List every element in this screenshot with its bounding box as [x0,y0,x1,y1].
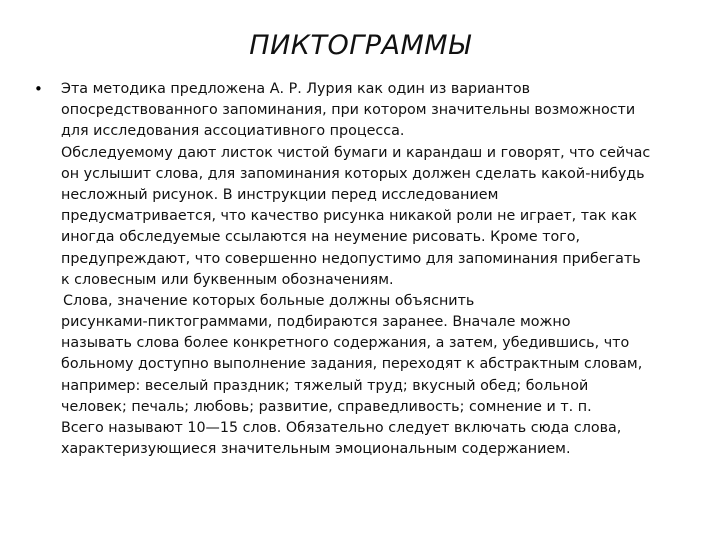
text-line: Эта методика предложена А. Р. Лурия как один из вариантов [61,81,531,97]
body-text [61,79,701,460]
text-line: называть слова более конкретного содержания, а затем, убедившись, что [61,335,630,352]
text-line: к словесным или буквенным обозначениям. [61,271,394,288]
text-line: рисунками-пиктограммами, подбираются заранее. Вначале можно [61,314,571,331]
text-line: Всего называют 10—15 слов. Обязательно следует включать сюда слова, [61,420,622,436]
text-line: Слова, значение которых больные должны объяснить [63,292,475,309]
text-line: опосредствованного запоминания, при котором значительны возможности [61,102,636,119]
text-line: несложный рисунок. В инструкции перед исследованием [61,186,499,203]
text-line: больному доступно выполнение задания, переходят к абстрактным словам, [61,356,643,373]
text-line: он услышит слова, для запоминания которых должен сделать какой-нибудь [61,165,645,182]
text-line: для исследования ассоциативного процесса. [61,123,405,140]
text-line: Обследуемому дают листок чистой бумаги и карандаш и говорят, что сейчас [61,144,651,161]
text-line: предупреждают, что совершенно недопустимо для запоминания прибегать [61,250,641,267]
text-line: иногда обследуемые ссылаются на неумение рисовать. Кроме того, [61,229,581,246]
text-line: характеризующиеся значительным эмоциональным содержанием. [61,441,571,458]
text-line: предусматривается, что качество рисунка никакой роли не играет, так как [61,208,638,225]
slide-title: ПИКТОГРАММЫ [249,30,471,61]
text-line: человек; печаль; любовь; развитие, справедливость; сомнение и т. п. [61,398,592,415]
bullet-icon: • [34,80,43,98]
text-line: например: веселый праздник; тяжелый труд; вкусный обед; больной [61,377,589,394]
